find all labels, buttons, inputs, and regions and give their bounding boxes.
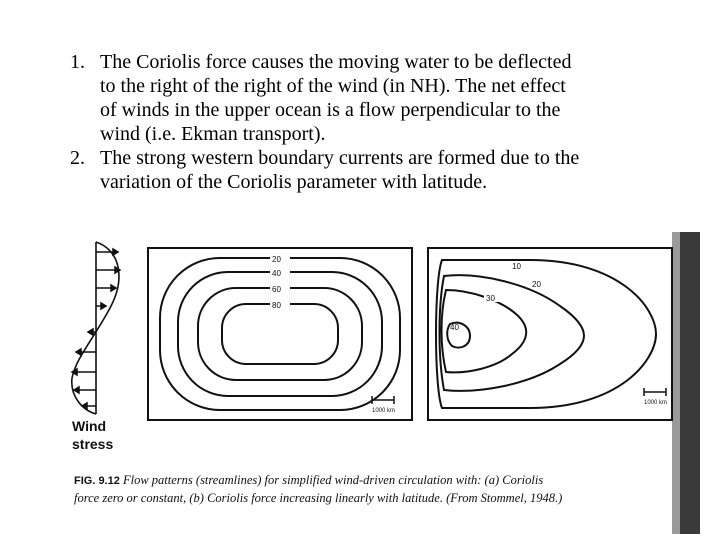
point-2-line-1: The strong western boundary currents are formed due to the	[100, 147, 580, 169]
panel-b-frame	[428, 248, 672, 420]
point-1-text	[100, 50, 572, 146]
point-2-text	[100, 146, 579, 194]
panel-b-label-40: 40	[450, 323, 459, 332]
panel-a-contour-80	[222, 304, 338, 364]
point-1-line-3: of winds in the upper ocean is a flow perpendicular to the	[100, 99, 561, 121]
panel-a-scale-bar	[372, 396, 394, 404]
point-1-line-2: to the right of the right of the wind (in NH). The net effect	[100, 75, 566, 97]
caption-line-1	[74, 472, 694, 490]
point-1	[70, 50, 690, 146]
point-1-marker: 1.	[70, 51, 85, 73]
panel-b-label-10: 10	[512, 262, 521, 271]
wind-label-line-1: Wind	[72, 418, 107, 434]
panel-b-label-30: 30	[486, 294, 495, 303]
panel-a-contour-20	[160, 258, 400, 410]
figure-caption	[74, 472, 694, 507]
point-2-line-2: variation of the Coriolis parameter with latitude.	[100, 171, 488, 193]
panel-a-label-20: 20	[272, 255, 281, 264]
panel-a-label-80: 80	[272, 301, 281, 310]
panel-a-scale-label: 1000 km	[372, 408, 396, 414]
panel-b-scale-label: 1000 km	[644, 400, 668, 406]
panel-a-label-60: 60	[272, 285, 281, 294]
wind-label-line-2: stress	[72, 436, 114, 452]
scanned-figure	[60, 228, 700, 534]
bullet-text-block	[70, 50, 690, 194]
caption-line-1-text: Flow patterns (streamlines) for simplified wind-driven circulation with: (a) Coriolis	[122, 473, 544, 487]
panel-a-label-40: 40	[272, 269, 281, 278]
point-2-marker: 2.	[70, 147, 85, 169]
point-1-line-4: wind (i.e. Ekman transport).	[100, 123, 326, 145]
point-2	[70, 146, 690, 194]
panel-b	[428, 248, 672, 420]
caption-fig-number: FIG. 9.12	[74, 475, 120, 487]
caption-line-2-text: force zero or constant, (b) Coriolis force increasing linearly with latitude. (From Stommel, 1948.)	[74, 491, 563, 505]
panel-b-contour-20	[440, 275, 585, 391]
panel-b-label-20: 20	[532, 280, 541, 289]
panel-b-scale-bar	[644, 388, 666, 396]
point-1-line-1: The Coriolis force causes the moving water to be deflected	[100, 51, 572, 73]
caption-line-2	[74, 490, 694, 507]
